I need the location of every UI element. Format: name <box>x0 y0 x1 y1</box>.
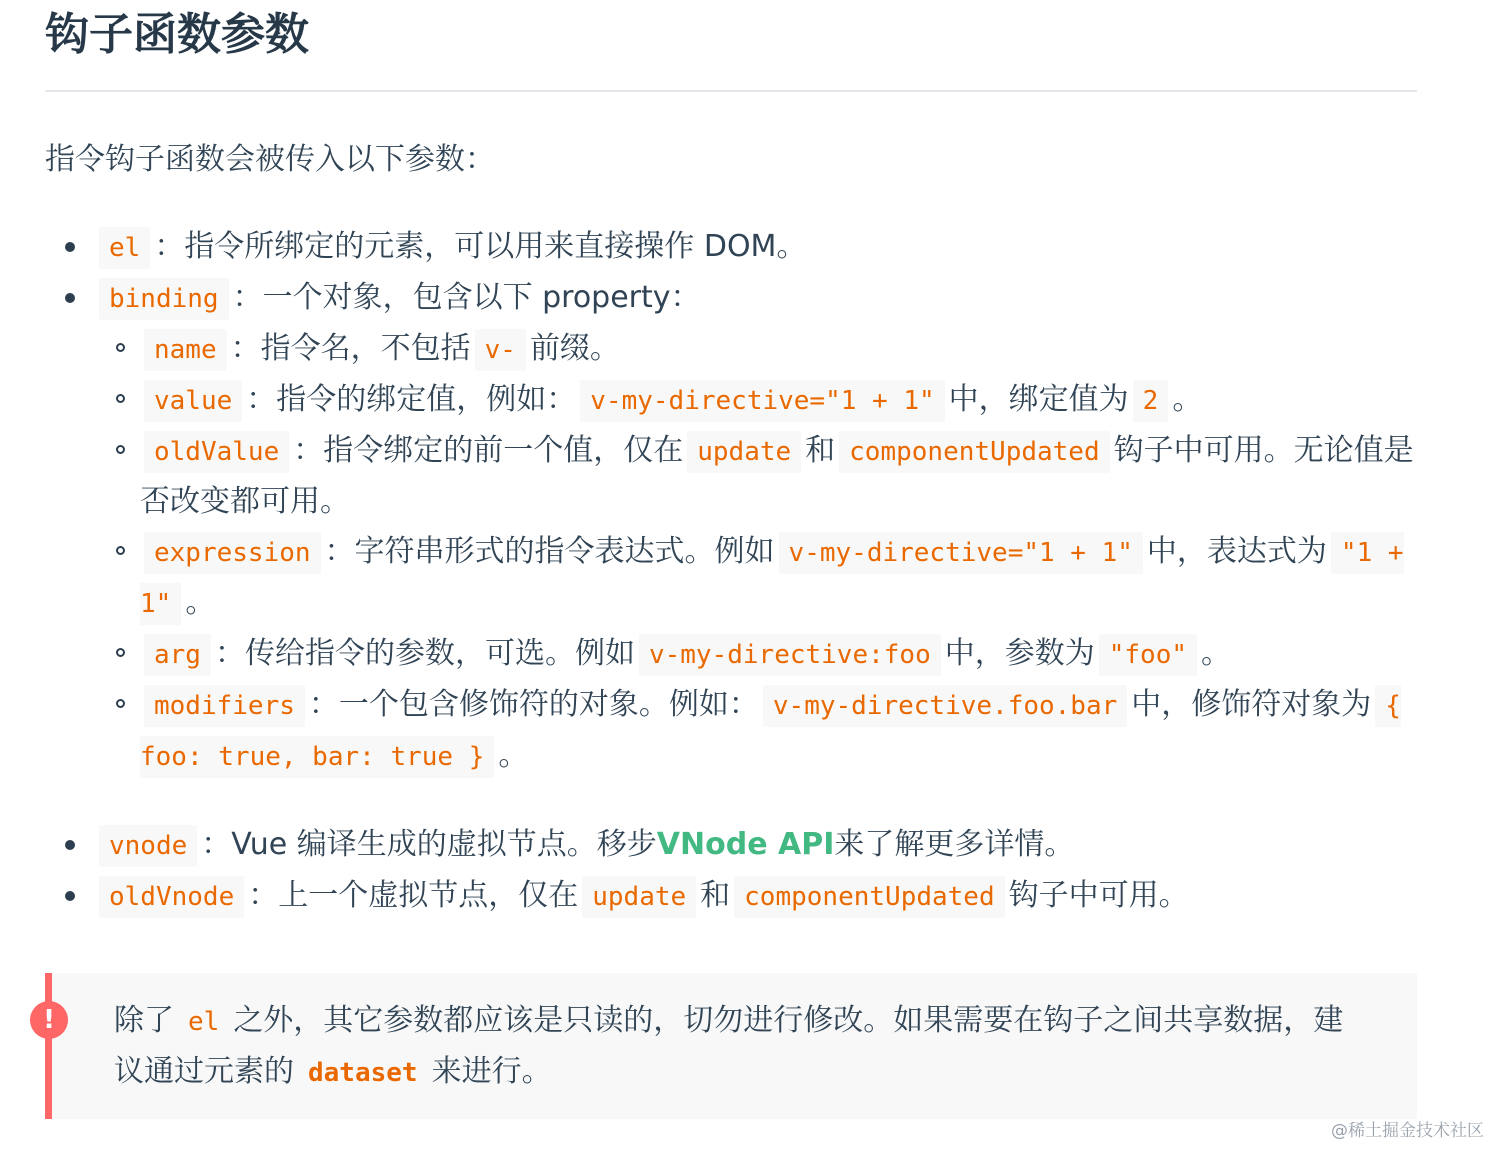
sublist-item-oldvalue: oldValue ：指令绑定的前一个值，仅在 update 和 componentUpdated 钩子中可用。无论值是否改变都可用。 <box>95 426 1417 527</box>
list-item-vnode: vnode ：Vue 编译生成的虚拟节点。移步VNode API来了解更多详情。 <box>45 820 1417 871</box>
page-title: 钩子函数参数 <box>45 0 1417 92</box>
page-content <box>45 0 1417 913</box>
code-binding: binding <box>99 278 229 320</box>
sublist-item-value: value ：指令的绑定值，例如： v-my-directive="1 + 1" 中，绑定值为 2 。 <box>95 375 1417 426</box>
list-item-binding: binding ：一个对象，包含以下 property： name ：指令名，不包括 v- 前缀。 value ：指令的绑定值，例如： v-my-directive="1 + 1" 中，绑定值为 2 。 oldValue ：指令绑定的前一个值，仅在 update 和 componentUpdated 钩子中可用。无论值是否改变都可用。 expression ：字符串形式的指令表达式。例如 v-my-directive="1 + 1" 中，表达式为 "1 + 1" 。 arg ：传给指令的参数，可选。例如 v-my-directive:foo 中，参数为 "foo" 。 modifiers ：一个包含修饰符的对象。例如： v-my-directive.foo.bar 中，修饰符对象为 { foo: true, bar: true } 。 <box>45 273 1417 782</box>
exclamation-icon: ! <box>30 1001 68 1039</box>
desc-binding: 一个对象，包含以下 property： <box>262 280 701 315</box>
warning-callout <box>45 973 1417 1119</box>
params-list <box>45 222 1417 922</box>
sublist-item-modifiers: modifiers ：一个包含修饰符的对象。例如： v-my-directive.foo.bar 中，修饰符对象为 { foo: true, bar: true } 。 <box>95 680 1417 782</box>
intro-text: 指令钩子函数会被传入以下参数： <box>45 142 495 177</box>
list-item-oldvnode: oldVnode ：上一个虚拟节点，仅在 update 和 componentUpdated 钩子中可用。 <box>45 871 1417 922</box>
vnode-api-link[interactable]: VNode API <box>656 827 835 862</box>
sublist-item-expression: expression ：字符串形式的指令表达式。例如 v-my-directive="1 + 1" 中，表达式为 "1 + 1" 。 <box>95 527 1417 629</box>
watermark: @稀土掘金技术社区 <box>1331 1121 1484 1141</box>
warning-text: 除了 el 之外，其它参数都应该是只读的，切勿进行修改。如果需要在钩子之间共享数据，建议通过元素的 dataset 来进行。 <box>114 996 1354 1098</box>
sublist-item-arg: arg ：传给指令的参数，可选。例如 v-my-directive:foo 中，参数为 "foo" 。 <box>95 629 1417 680</box>
code-el: el <box>99 227 150 269</box>
binding-sublist <box>95 324 1417 782</box>
list-item-el: el ：指令所绑定的元素，可以用来直接操作 DOM。 <box>45 222 1417 273</box>
desc-el: 指令所绑定的元素，可以用来直接操作 DOM。 <box>184 229 807 264</box>
sublist-item-name: name ：指令名，不包括 v- 前缀。 <box>95 324 1417 375</box>
